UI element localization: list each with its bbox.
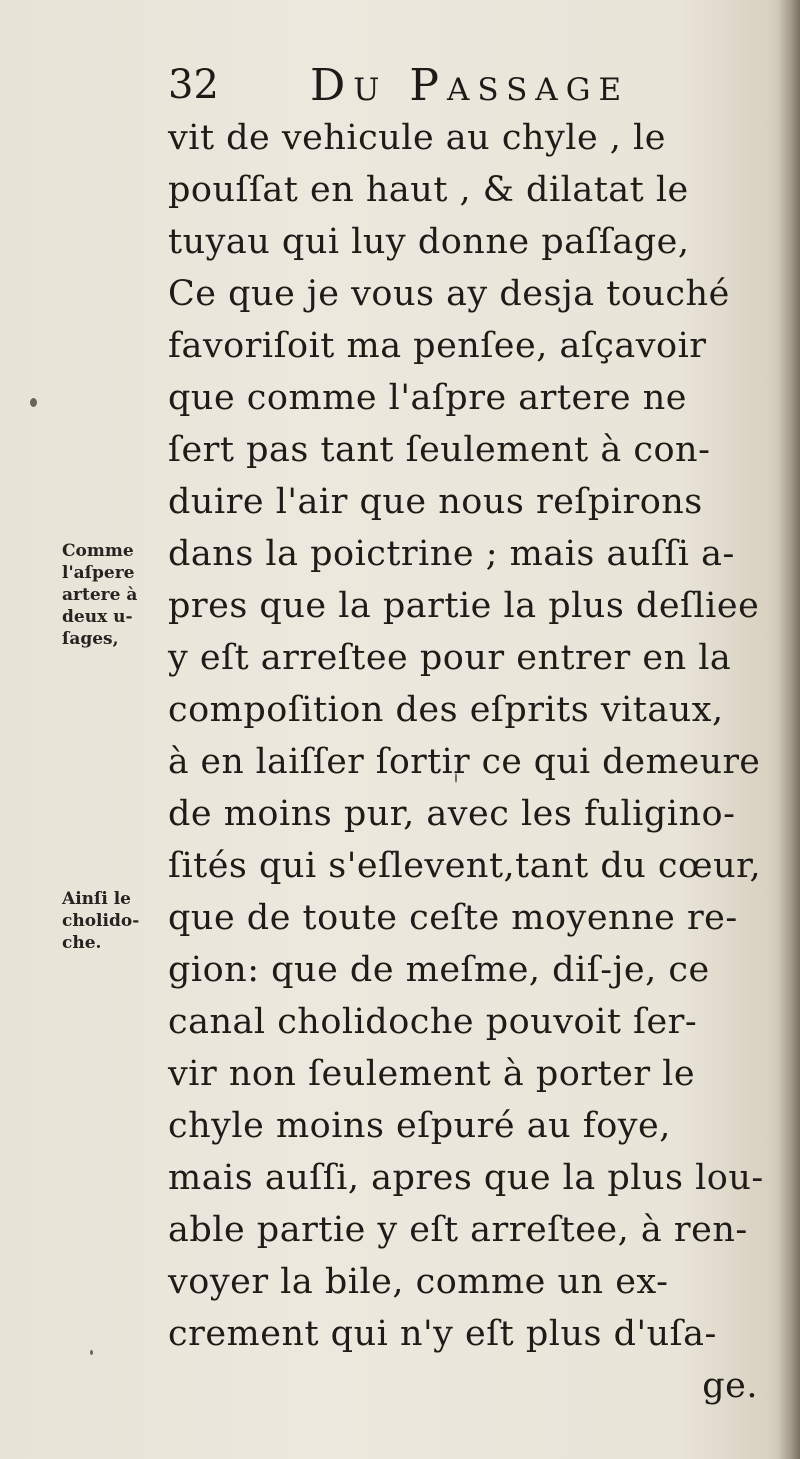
margin-note-line: cholido- <box>62 911 140 931</box>
margin-note-line: l'aſpere <box>62 563 135 583</box>
body-text <box>168 112 768 1412</box>
text-line: gion: que de meſme, diſ-je, ce <box>168 950 710 990</box>
text-line: dans la poictrine ; mais auſſi a- <box>168 534 735 574</box>
text-line: vir non ſeulement à porter le <box>168 1054 696 1094</box>
margin-note-line: Ainſi le <box>62 889 131 909</box>
text-line-final: ge. <box>702 1366 758 1406</box>
text-line: pouſſat en haut , & dilatat le <box>168 170 689 210</box>
running-title: Du Passage <box>310 60 630 111</box>
running-head <box>168 60 728 120</box>
text-line: pres que la partie la plus deſliee <box>168 586 760 626</box>
page-edge-shadow <box>778 0 800 1459</box>
text-line: canal cholidoche pouvoit ſer- <box>168 1002 698 1042</box>
text-line: que comme l'aſpre artere ne <box>168 378 687 418</box>
text-line: de moins pur, avec les fuligino- <box>168 794 736 834</box>
text-line: ſités qui s'eſlevent,tant du cœur, <box>168 846 762 886</box>
margin-note-line: deux u- <box>62 607 133 627</box>
text-line: crement qui n'y eſt plus d'uſa- <box>168 1314 717 1354</box>
margin-note-line: ſages, <box>62 629 119 649</box>
text-line: able partie y eſt arreſtee, à ren- <box>168 1210 748 1250</box>
text-line: favoriſoit ma penſee, aſçavoir <box>168 326 707 366</box>
ink-speck <box>90 1350 93 1355</box>
margin-note-1 <box>62 540 162 650</box>
text-line: compoſition des eſprits vitaux, <box>168 690 724 730</box>
text-line: mais auſſi, apres que la plus lou- <box>168 1158 764 1198</box>
margin-note-2 <box>62 888 162 954</box>
text-line: que de toute ceſte moyenne re- <box>168 898 738 938</box>
text-line: ſert pas tant ſeulement à con- <box>168 430 711 470</box>
text-line: tuyau qui luy donne paſſage, <box>168 222 690 262</box>
page-number: 32 <box>168 62 219 108</box>
margin-note-line: che. <box>62 933 102 953</box>
text-line: à en laiſſer ſortir ce qui demeure <box>168 742 761 782</box>
text-line: vit de vehicule au chyle , le <box>168 118 666 158</box>
margin-note-line: Comme <box>62 541 134 561</box>
text-line: chyle moins eſpuré au foye, <box>168 1106 671 1146</box>
text-line: Ce que je vous ay desja touché <box>168 274 730 314</box>
text-line: duire l'air que nous reſpirons <box>168 482 703 522</box>
ink-speck <box>30 398 37 407</box>
margin-note-line: artere à <box>62 585 138 605</box>
text-line: y eſt arreſtee pour entrer en la <box>168 638 732 678</box>
text-line: voyer la bile, comme un ex- <box>168 1262 669 1302</box>
